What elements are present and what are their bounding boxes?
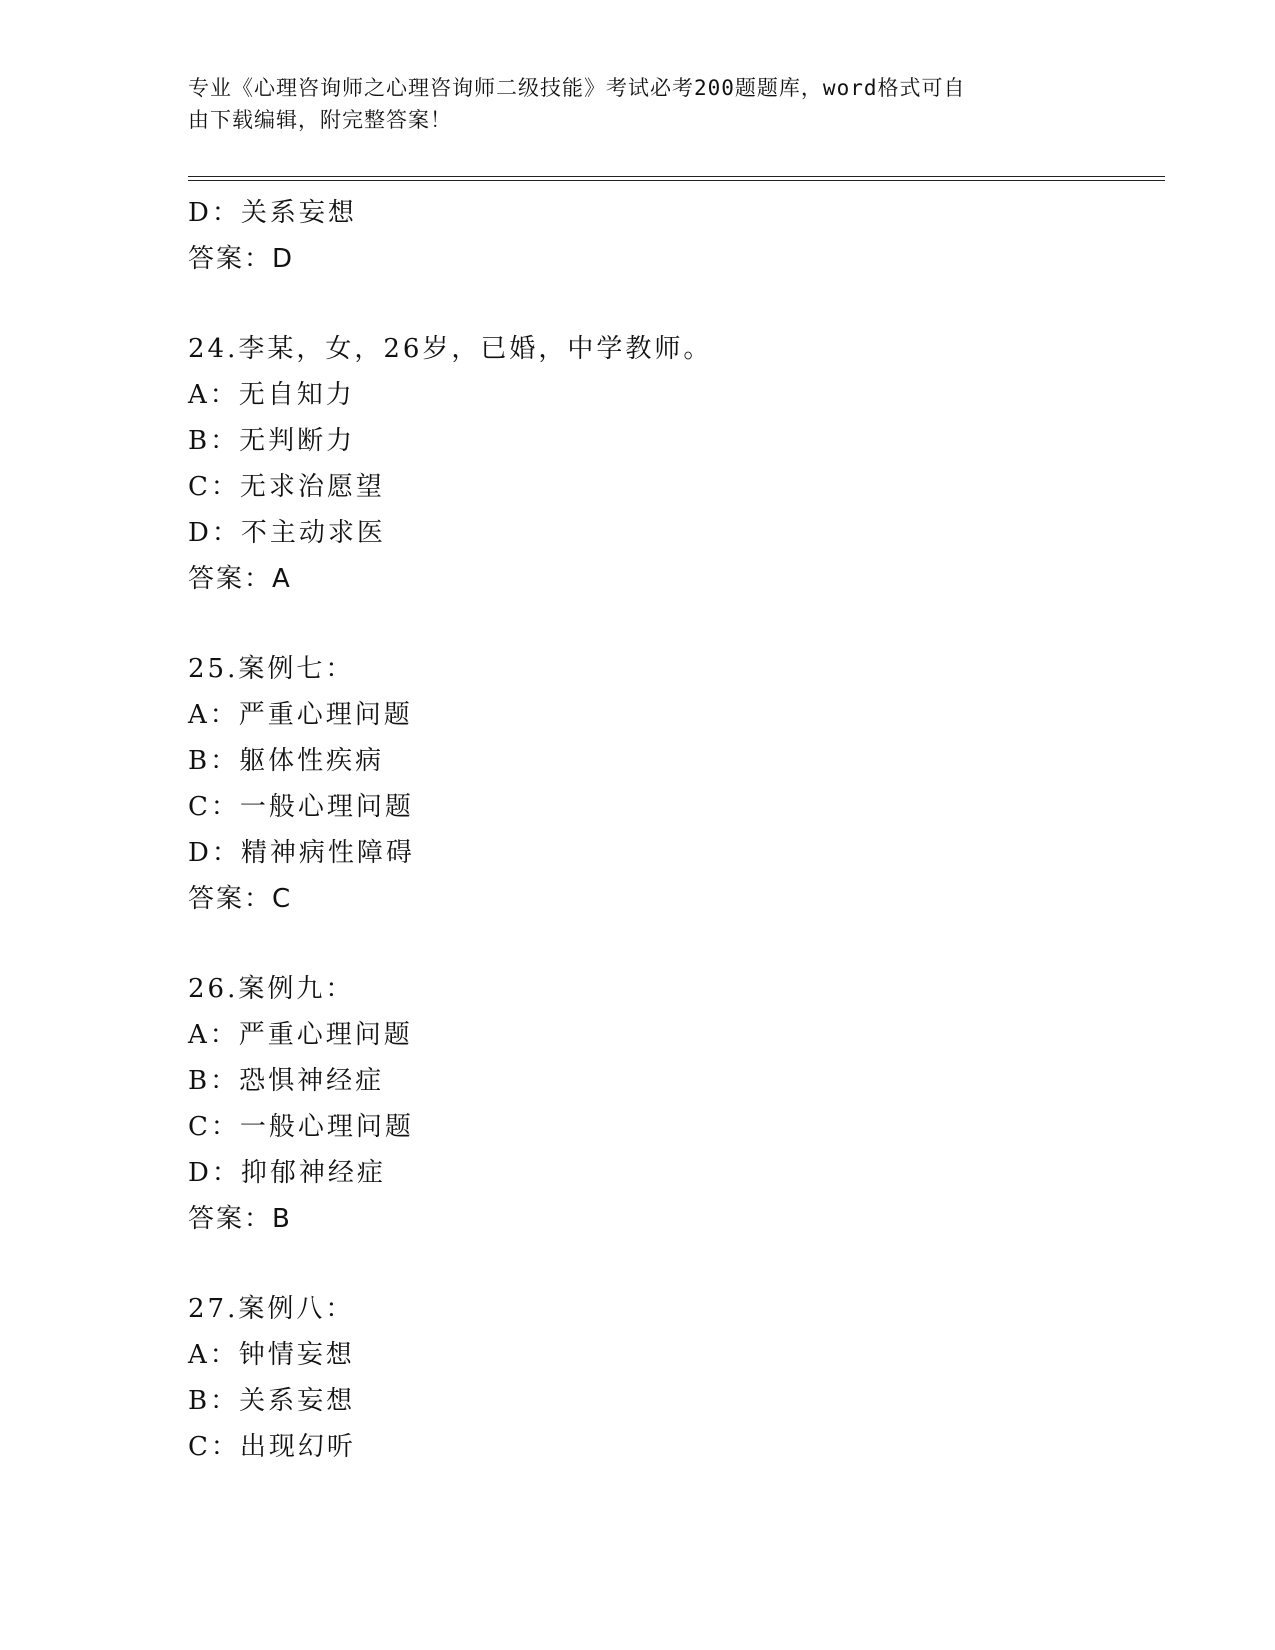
option-b: B：无判断力 (188, 426, 356, 456)
option-b: B：躯体性疾病 (188, 746, 385, 776)
option-d: D：抑郁神经症 (188, 1158, 386, 1188)
question-stem: 26.案例九： (188, 974, 355, 1004)
option-c: C：无求治愿望 (188, 472, 385, 502)
document-header (188, 72, 1068, 136)
option-d: D：关系妄想 (188, 198, 357, 228)
question-stem: 27.案例八： (188, 1294, 355, 1324)
question-26 (188, 966, 1165, 1242)
answer: 答案：C (188, 884, 293, 914)
question-27 (188, 1286, 1165, 1470)
option-c: C：出现幻听 (188, 1432, 356, 1462)
option-a: A：严重心理问题 (188, 1020, 413, 1050)
option-d: D：不主动求医 (188, 518, 386, 548)
option-a: A：无自知力 (188, 380, 355, 410)
header-line-2: 由下载编辑，附完整答案！ (188, 108, 452, 132)
option-b: B：恐惧神经症 (188, 1066, 385, 1096)
header-divider (188, 176, 1165, 181)
answer: 答案：D (188, 244, 295, 274)
option-c: C：一般心理问题 (188, 792, 414, 822)
option-c: C：一般心理问题 (188, 1112, 414, 1142)
answer: 答案：B (188, 1204, 292, 1234)
question-25 (188, 646, 1165, 922)
option-b: B：关系妄想 (188, 1386, 356, 1416)
option-a: A：严重心理问题 (188, 700, 413, 730)
question-stem: 25.案例七： (188, 654, 355, 684)
question-list (188, 190, 1165, 1470)
question-stem: 24.李某，女，26岁，已婚，中学教师。 (188, 334, 713, 364)
question-24 (188, 326, 1165, 602)
option-a: A：钟情妄想 (188, 1340, 355, 1370)
option-d: D：精神病性障碍 (188, 838, 415, 868)
header-line-1: 专业《心理咨询师之心理咨询师二级技能》考试必考200题题库，word格式可自 (188, 76, 966, 100)
answer: 答案：A (188, 564, 292, 594)
